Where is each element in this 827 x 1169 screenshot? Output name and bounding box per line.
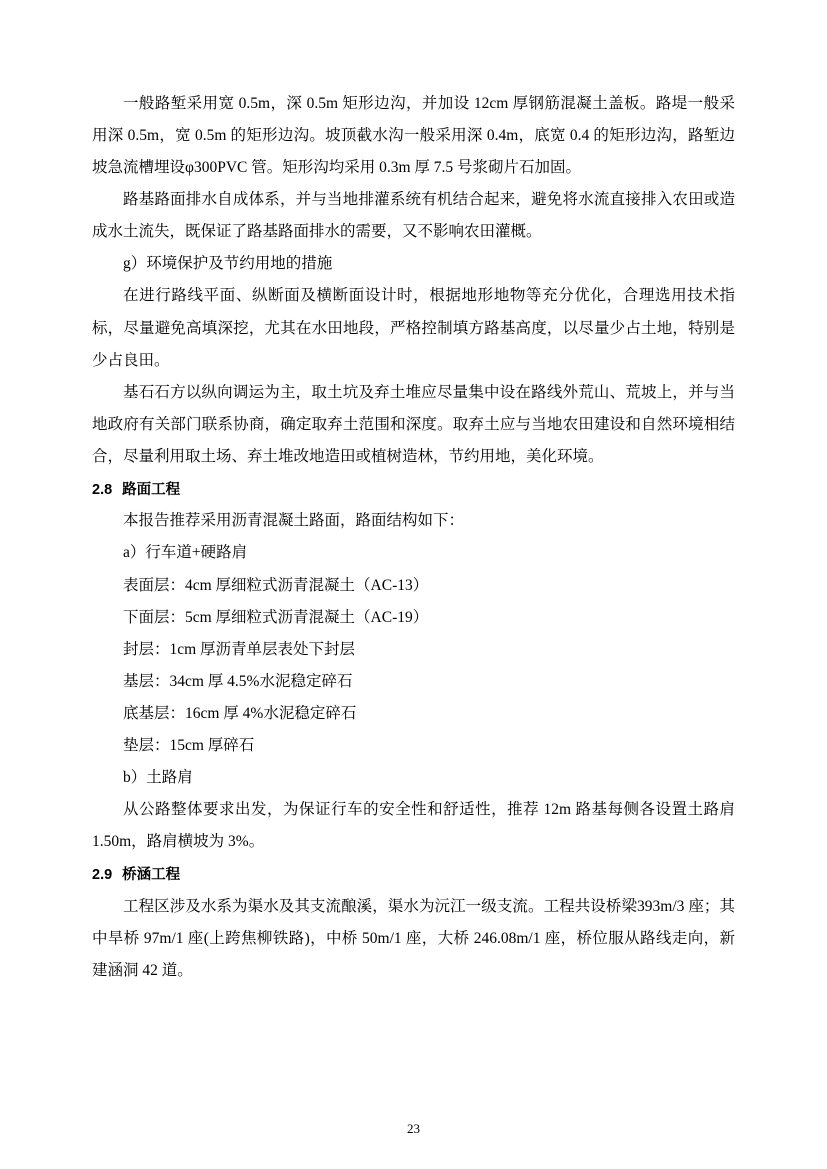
paragraph: 本报告推荐采用沥青混凝土路面，路面结构如下： [123,512,465,530]
paragraph: 路基路面排水自成体系，并与当地排灌系统有机结合起来，避免将水流直接排入农田或造成水土流失，既保证了路基路面排水的需要，又不影响农田灌概。 [92,191,735,241]
paragraph: 基层：34cm 厚 4.5%水泥稳定碎石 [123,672,353,690]
paragraph: 从公路整体要求出发，为保证行车的安全性和舒适性，推荐 12m 路基每侧各设置土路肩 1.50m，路肩横坡为 3%。 [92,801,735,851]
section-number: 2.9 [92,867,113,884]
paragraph: 垫层：15cm 厚碎石 [123,736,255,754]
paragraph: g）环境保护及节约用地的措施 [123,255,333,273]
section-heading-2-9 [92,860,735,890]
section-title: 桥涵工程 [122,867,181,884]
paragraph: 基石石方以纵向调运为主，取土坑及弃土堆应尽量集中设在路线外荒山、荒坡上，并与当地政府有关部门联系协商，确定取弃土范围和深度。取弃土应与当地农田建设和自然环境相结合，尽量利用取土场、弃土堆改地造田或植树造林，节约用地，美化环境。 [92,383,735,465]
paragraph: 工程区涉及水系为渠水及其支流酿溪，渠水为沅江一级支流。工程共设桥梁393m/3 座；其中旱桥 97m/1 座(上跨焦柳铁路)，中桥 50m/1 座，大桥 246.08m/1 座，桥位服从路线走向，新建涵洞 42 道。 [92,897,735,979]
paragraph: 在进行路线平面、纵断面及横断面设计时，根据地形地物等充分优化，合理选用技术指标，尽量避免高填深挖，尤其在水田地段，严格控制填方路基高度，以尽量少占土地，特别是少占良田。 [92,287,735,369]
paragraph: b）土路肩 [123,769,193,786]
section-heading-2-8 [92,475,735,505]
paragraph: a）行车道+硬路肩 [123,544,248,562]
paragraph: 下面层：5cm 厚细粒式沥青混凝土（AC-19） [123,608,429,626]
document-body [92,88,735,987]
section-number: 2.8 [92,481,113,498]
section-title: 路面工程 [122,481,181,498]
paragraph: 底基层：16cm 厚 4%水泥稳定碎石 [123,704,357,722]
paragraph: 一般路堑采用宽 0.5m，深 0.5m 矩形边沟，并加设 12cm 厚钢筋混凝土盖板。路堤一般采用深 0.5m，宽 0.5m 的矩形边沟。坡顶截水沟一般采用深 0.4m，底宽 0.4 的矩形边沟，路堑边坡急流槽埋设φ300PVC 管。矩形沟均采用 0.3m 厚 7.5 号浆砌片石加固。 [92,95,735,177]
page-number: 23 [407,1121,420,1136]
paragraph: 封层：1cm 厚沥青单层表处下封层 [123,640,356,658]
paragraph: 表面层：4cm 厚细粒式沥青混凝土（AC-13） [123,576,429,594]
